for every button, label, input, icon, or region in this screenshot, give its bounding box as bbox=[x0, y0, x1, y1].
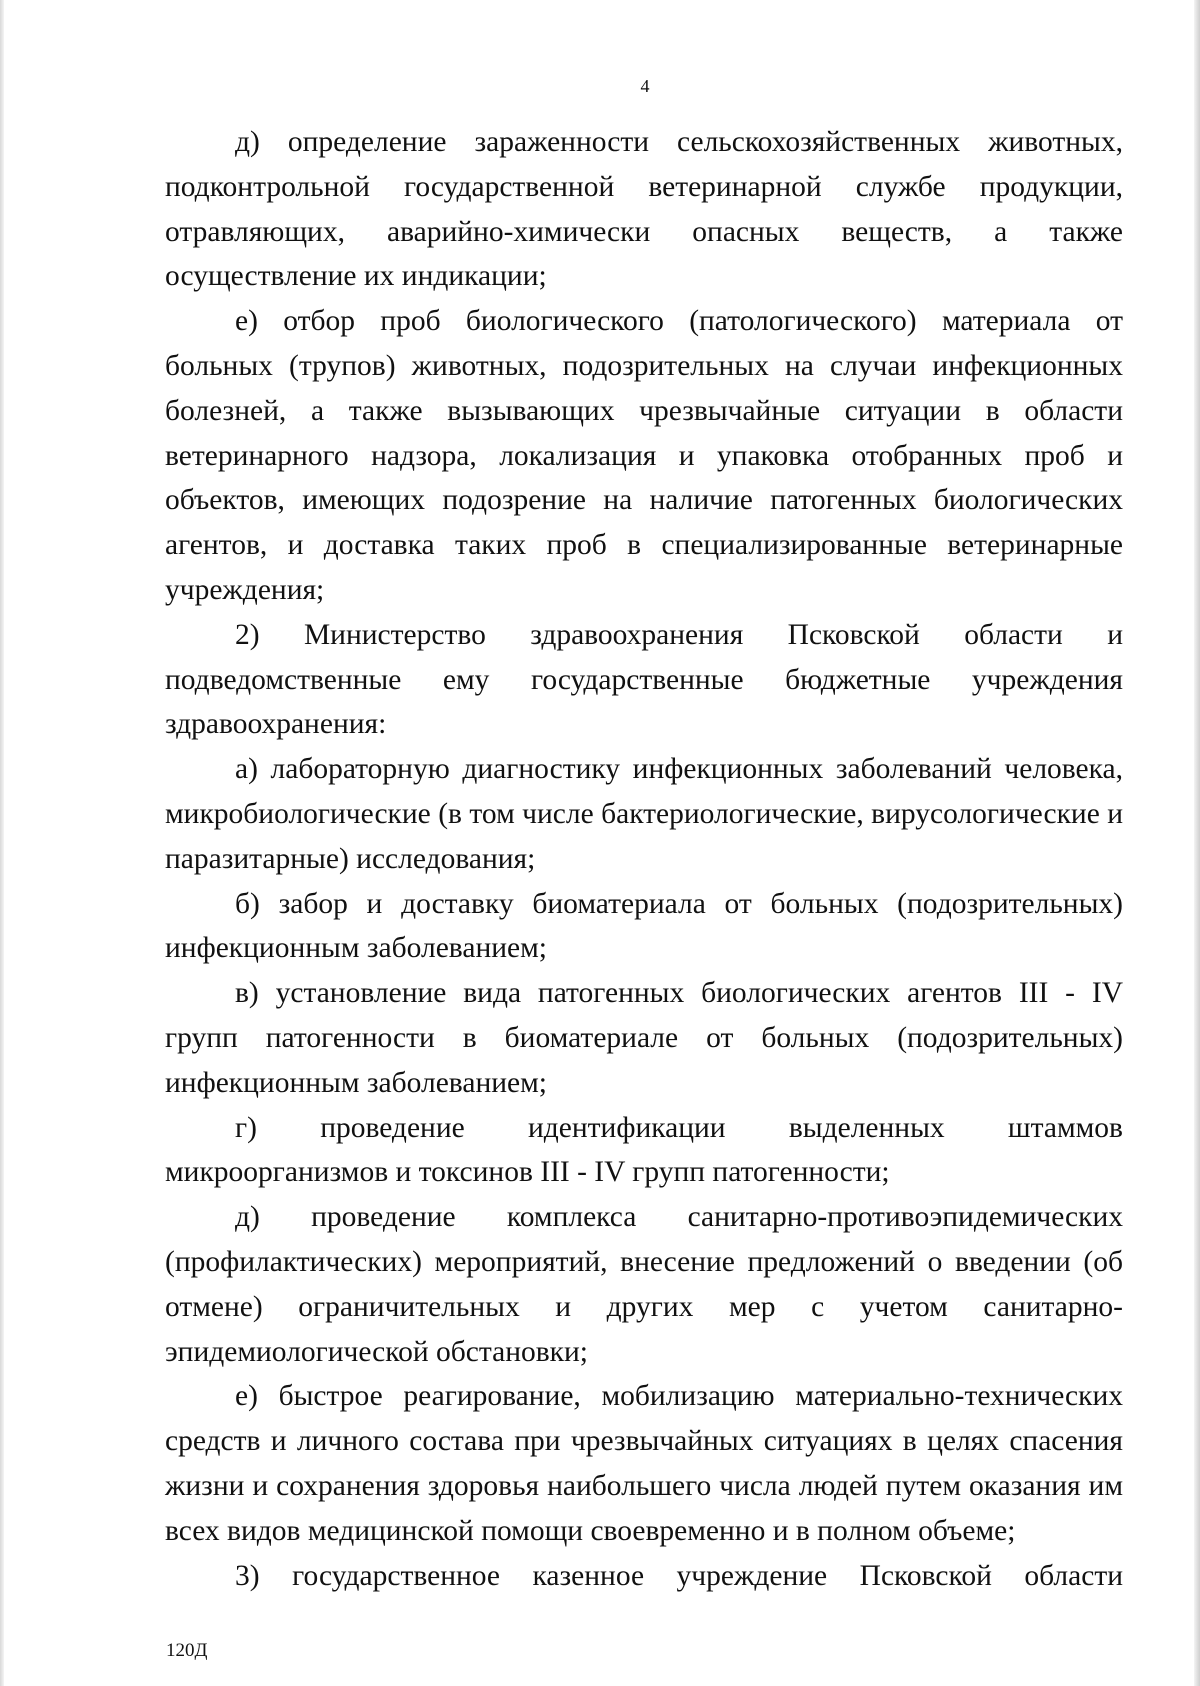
page-number: 4 bbox=[640, 76, 650, 96]
scan-edge-right bbox=[1194, 0, 1200, 1686]
footer-document-code: 120Д bbox=[166, 1640, 208, 1661]
paragraph-v-pathogen-identification: в) установление вида патогенных биологических агентов III - IV групп патогенности в биоматериале от больных (подозрительных) инфекционным заболеванием; bbox=[165, 977, 1123, 1099]
paragraph-g-strain-identification: г) проведение идентификации выделенных штаммов микроорганизмов и токсинов III - IV групп патогенности; bbox=[165, 1111, 1123, 1189]
paragraph-2-ministry-of-health: 2) Министерство здравоохранения Псковской области и подведомственные ему государственные бюджетные учреждения здравоохранения: bbox=[165, 618, 1123, 741]
paragraph-d-infection-detection: д) определение зараженности сельскохозяйственных животных, подконтрольной государственной ветеринарной службе продукции, отравляющих, аварийно-химически опасных веществ, а также осуществление их индикации; bbox=[165, 126, 1123, 293]
paragraph-3-state-institution: 3) государственное казенное учреждение Псковской области bbox=[235, 1559, 1123, 1592]
paragraph-d-sanitary-measures: д) проведение комплекса санитарно-противоэпидемических (профилактических) мероприятий, внесение предложений о введении (об отмене) ограничительных и других мер с учетом санитарно-эпидемиологической обстановки; bbox=[165, 1201, 1123, 1368]
scan-edge-left bbox=[0, 0, 4, 1686]
paragraph-a-lab-diagnostics: а) лабораторную диагностику инфекционных заболеваний человека, микробиологические (в том числе бактериологические, вирусологические и паразитарные) исследования; bbox=[165, 753, 1123, 875]
paragraph-b-biomaterial-collection: б) забор и доставку биоматериала от больных (подозрительных) инфекционным заболеванием; bbox=[165, 887, 1123, 965]
paragraph-e-rapid-response: е) быстрое реагирование, мобилизацию материально-технических средств и личного состава при чрезвычайных ситуациях в целях спасения жизни и сохранения здоровья наибольшего числа людей путем оказания им всех видов медицинской помощи своевременно и в полном объеме; bbox=[165, 1380, 1123, 1547]
paragraph-e-sampling: е) отбор проб биологического (патологического) материала от больных (трупов) животных, подозрительных на случаи инфекционных болезней, а также вызывающих чрезвычайные ситуации в области ветеринарного надзора, локализация и упаковка отобранных проб и объектов, имеющих подозрение на наличие патогенных биологических агентов, и доставка таких проб в специализированные ветеринарные учреждения; bbox=[165, 305, 1123, 606]
document-body bbox=[165, 120, 1123, 1598]
